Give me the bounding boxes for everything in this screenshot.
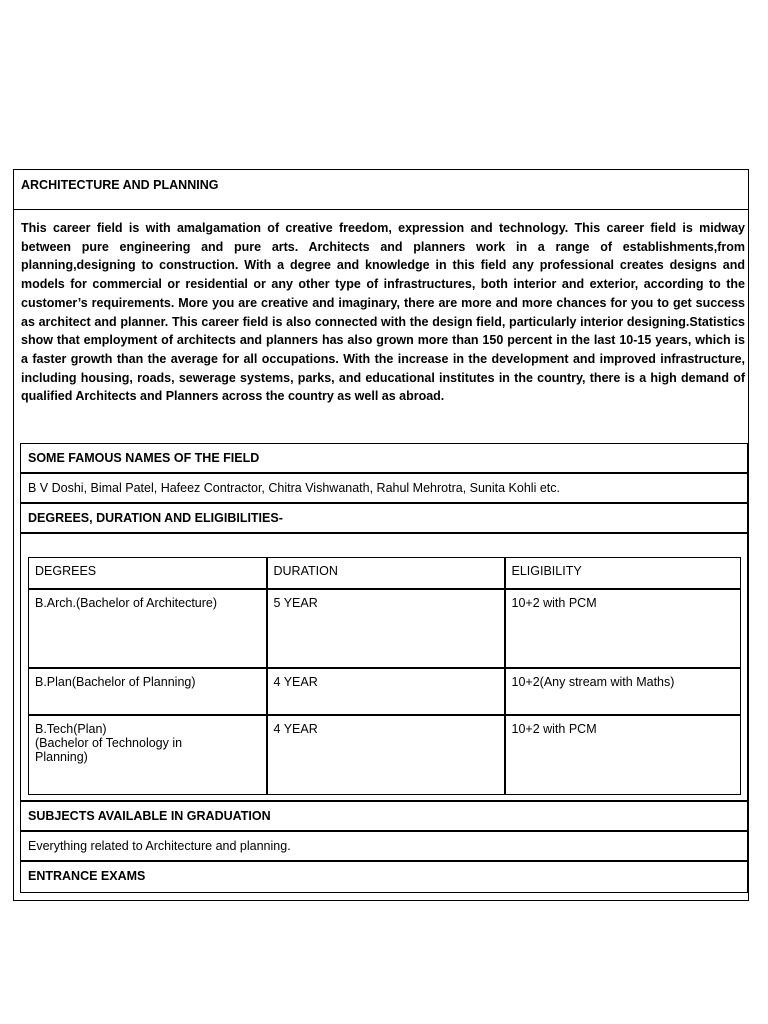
intro-paragraph: This career field is with amalgamation of creative freedom, expression and technology. This career field is midway between pure engineering and pure arts. Architects and planners work in a range of establishments,from planning,designing to construction. With a degree and knowledge in this field any professional creates designs and models for commercial or residential or any other type of infrastructures, both interior and exterior, according to the customer’s requirements. More you are creative and imaginary, there are more and more chances for you to get success as architect and planner. This career field is also connected with the design field, particularly interior designing.Statistics show that employment of architects and planners has also grown more than 150 percent in the last 10-15 years, which is a faster growth than the average for all occupations. With the increase in the development and improved infrastructure, including housing, roads, sewerage systems, parks, and educational institutes in the country, there is a high demand of qualified Architects and Planners across the country as well as abroad. (21, 221, 745, 404)
eligibility-cell: 10+2 with PCM (505, 715, 741, 795)
duration-cell: 4 YEAR (267, 715, 505, 795)
degree-cell (29, 589, 267, 668)
degree-cell (29, 668, 267, 715)
degrees-heading: DEGREES, DURATION AND ELIGIBILITIES- (21, 504, 747, 534)
degree-name: B.Arch.(Bachelor of Architecture) (35, 595, 218, 610)
degree-name: B.Plan(Bachelor of Planning) (35, 674, 196, 689)
eligibility-cell: 10+2 with PCM (505, 589, 741, 668)
career-document (13, 169, 749, 901)
degree-name-line: Planning) (35, 749, 88, 764)
subjects-heading: SUBJECTS AVAILABLE IN GRADUATION (21, 802, 747, 832)
degree-name-line: B.Tech(Plan) (35, 721, 107, 736)
famous-names-value: B V Doshi, Bimal Patel, Hafeez Contractor, Chitra Vishwanath, Rahul Mehrotra, Sunita Kohli etc. (21, 474, 747, 504)
duration-cell: 4 YEAR (267, 668, 505, 715)
column-header-duration: DURATION (267, 558, 505, 589)
degrees-table-container (21, 534, 747, 802)
degree-cell (29, 715, 267, 795)
famous-names-heading: SOME FAMOUS NAMES OF THE FIELD (21, 444, 747, 474)
degrees-table (28, 557, 741, 795)
column-header-eligibility: ELIGIBILITY (505, 558, 741, 589)
page-title: ARCHITECTURE AND PLANNING (14, 170, 748, 210)
table-row (29, 668, 741, 715)
eligibility-cell: 10+2(Any stream with Maths) (505, 668, 741, 715)
duration-cell: 5 YEAR (267, 589, 505, 668)
column-header-degrees: DEGREES (29, 558, 267, 589)
table-header-row (29, 558, 741, 589)
degree-name-line: (Bachelor of Technology in (35, 735, 183, 750)
details-table (20, 443, 748, 893)
subjects-value: Everything related to Architecture and planning. (21, 832, 747, 862)
table-row (29, 715, 741, 795)
table-row (29, 589, 741, 668)
entrance-exams-heading: ENTRANCE EXAMS (28, 869, 146, 883)
